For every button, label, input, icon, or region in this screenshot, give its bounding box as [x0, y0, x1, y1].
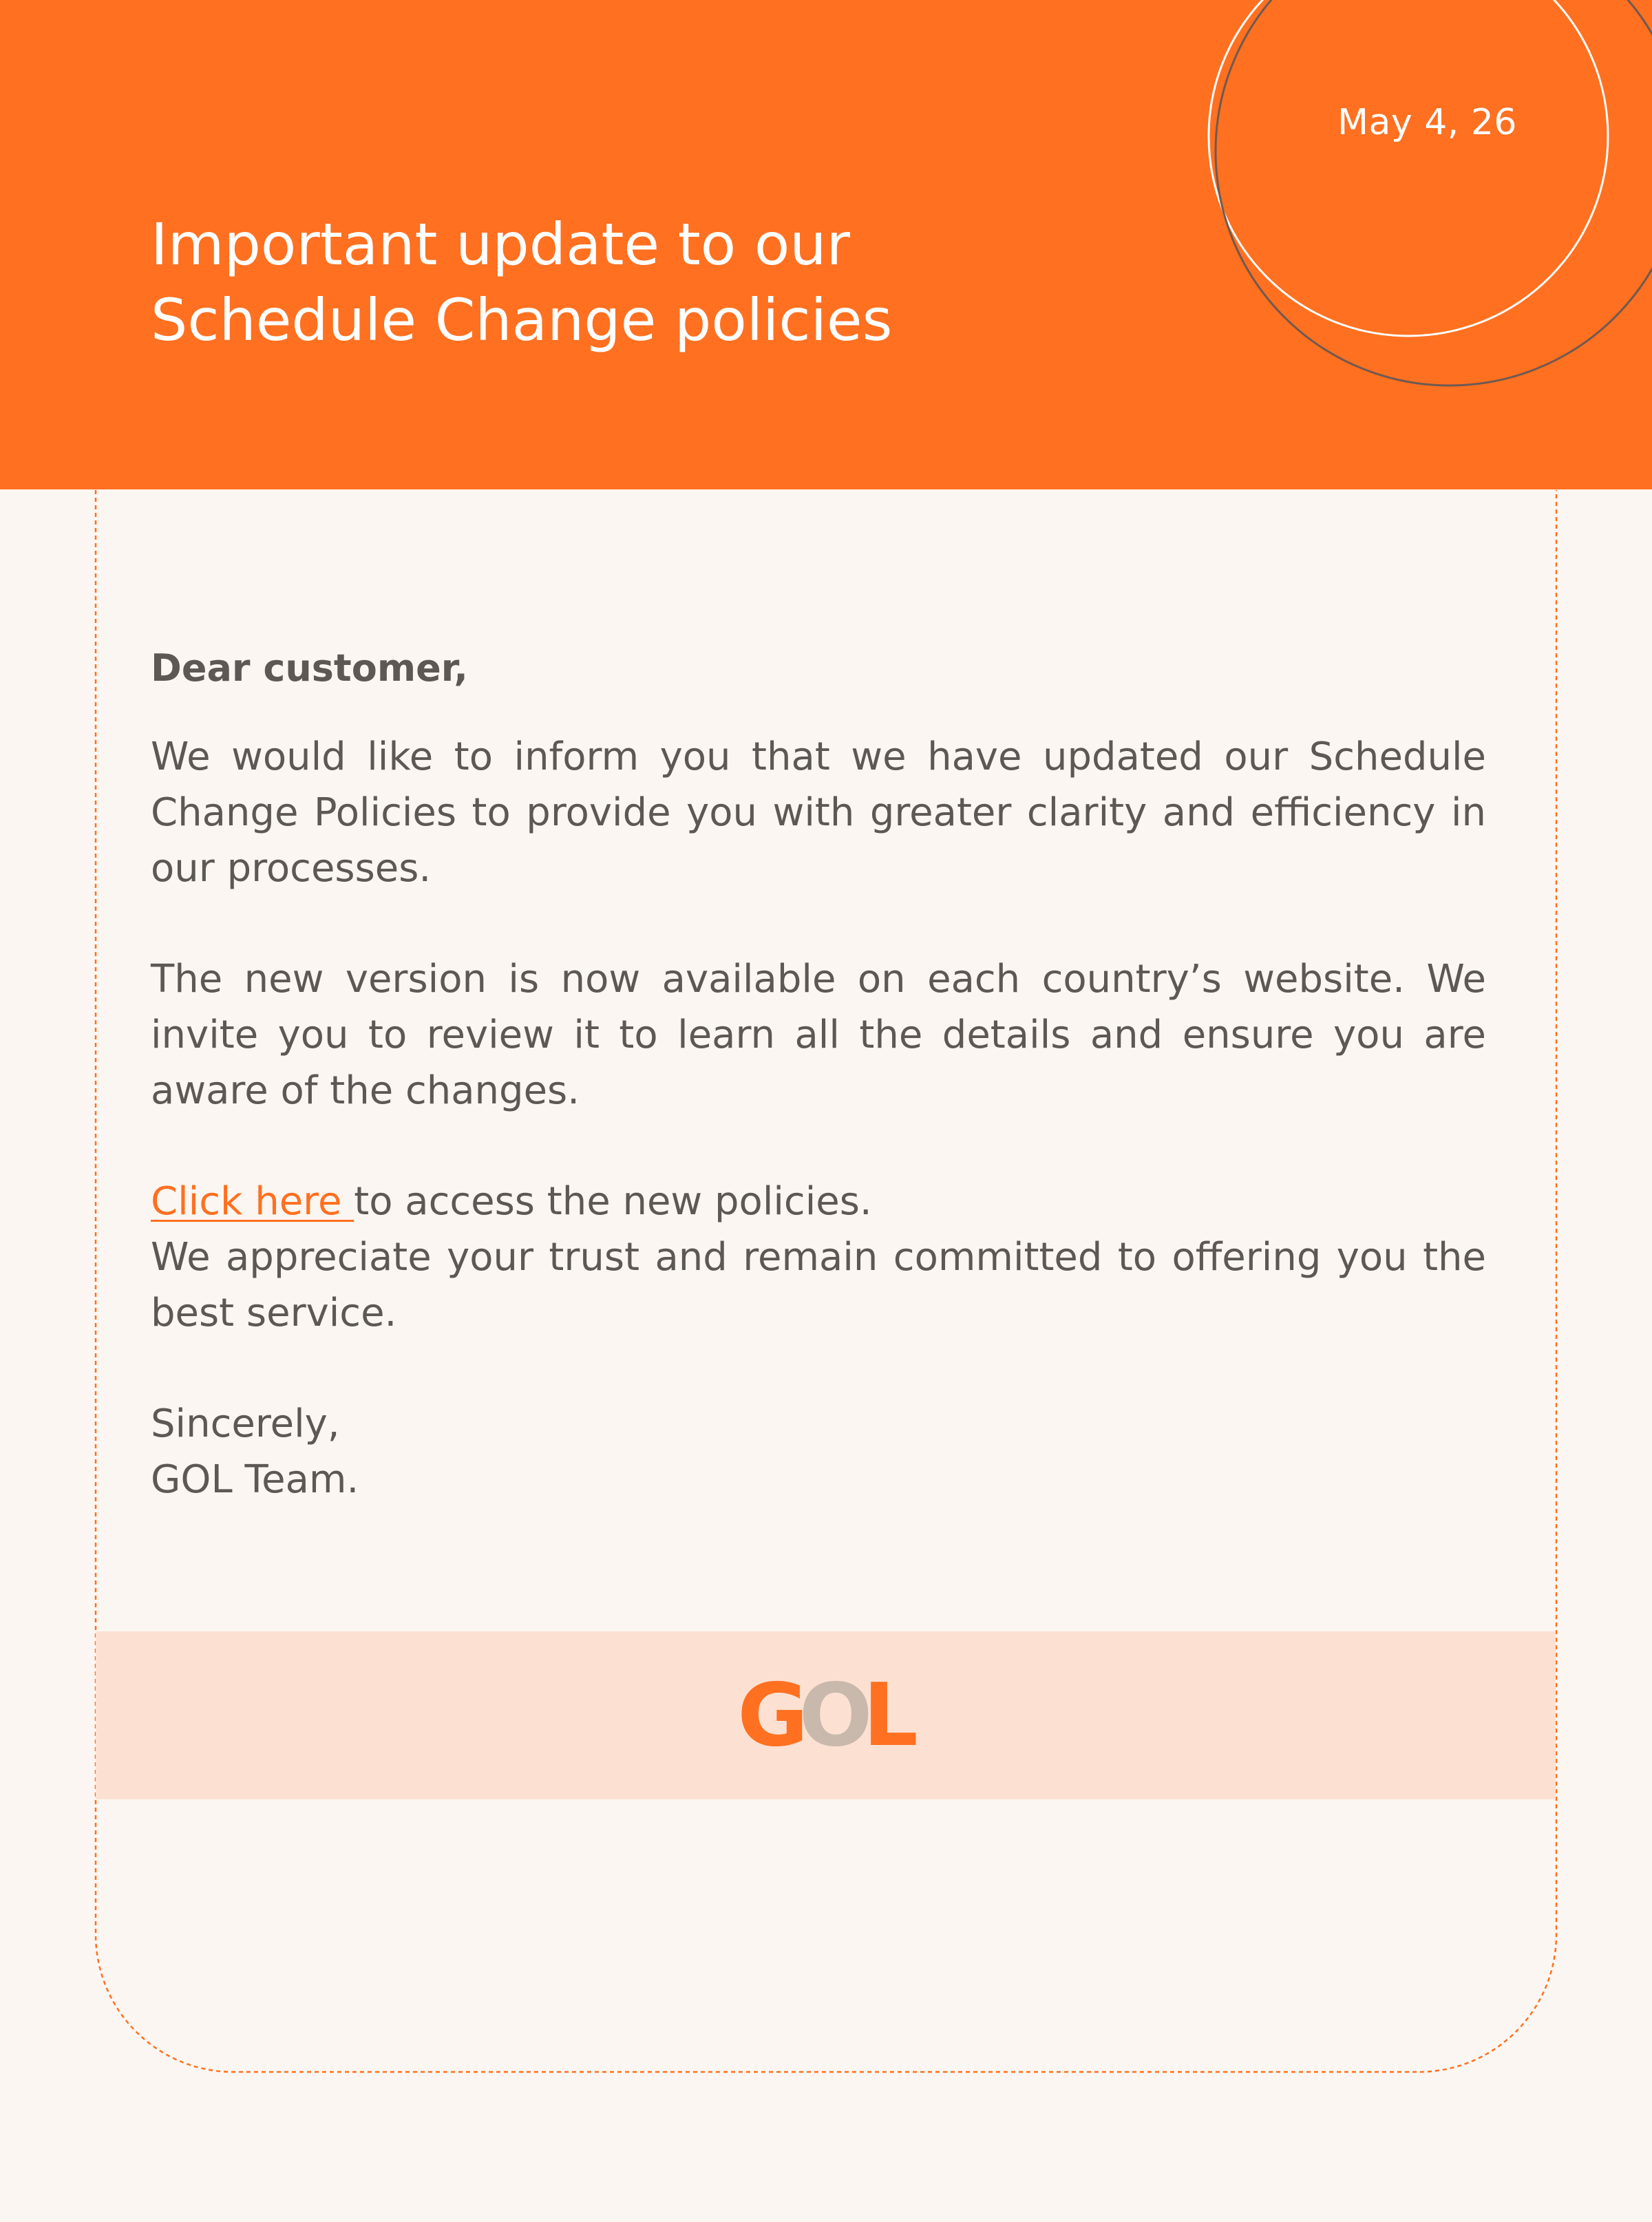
- footer-band: [96, 1631, 1556, 1799]
- logo-letter-l: L: [862, 1664, 914, 1766]
- greeting: Dear customer,: [151, 646, 468, 690]
- message-body: [151, 640, 1486, 1507]
- paragraph-policy-update: We would like to inform you that we have updated our Schedule Change Policies to provide you with greater clarity and efficiency in our processes.: [151, 734, 1486, 891]
- paragraph-appreciation: We appreciate your trust and remain committed to offering you the best service.: [151, 1235, 1486, 1335]
- paragraph-click-here: [151, 1174, 1486, 1229]
- logo-letter-g: G: [737, 1664, 805, 1766]
- page-title: Important update to our Schedule Change policies: [151, 211, 893, 354]
- logo-letter-o: O: [798, 1664, 869, 1766]
- click-here-link[interactable]: Click here: [151, 1179, 354, 1224]
- signature: GOL Team.: [151, 1457, 359, 1502]
- email-date: May 4, 26: [1337, 102, 1517, 143]
- closing: Sincerely,: [151, 1401, 340, 1446]
- paragraph-new-version: The new version is now available on each country’s website. We invite you to review it to learn all the details and ensure you are aware of the changes.: [151, 957, 1486, 1113]
- gol-logo: [737, 1664, 914, 1766]
- link-suffix: to access the new policies.: [354, 1179, 872, 1224]
